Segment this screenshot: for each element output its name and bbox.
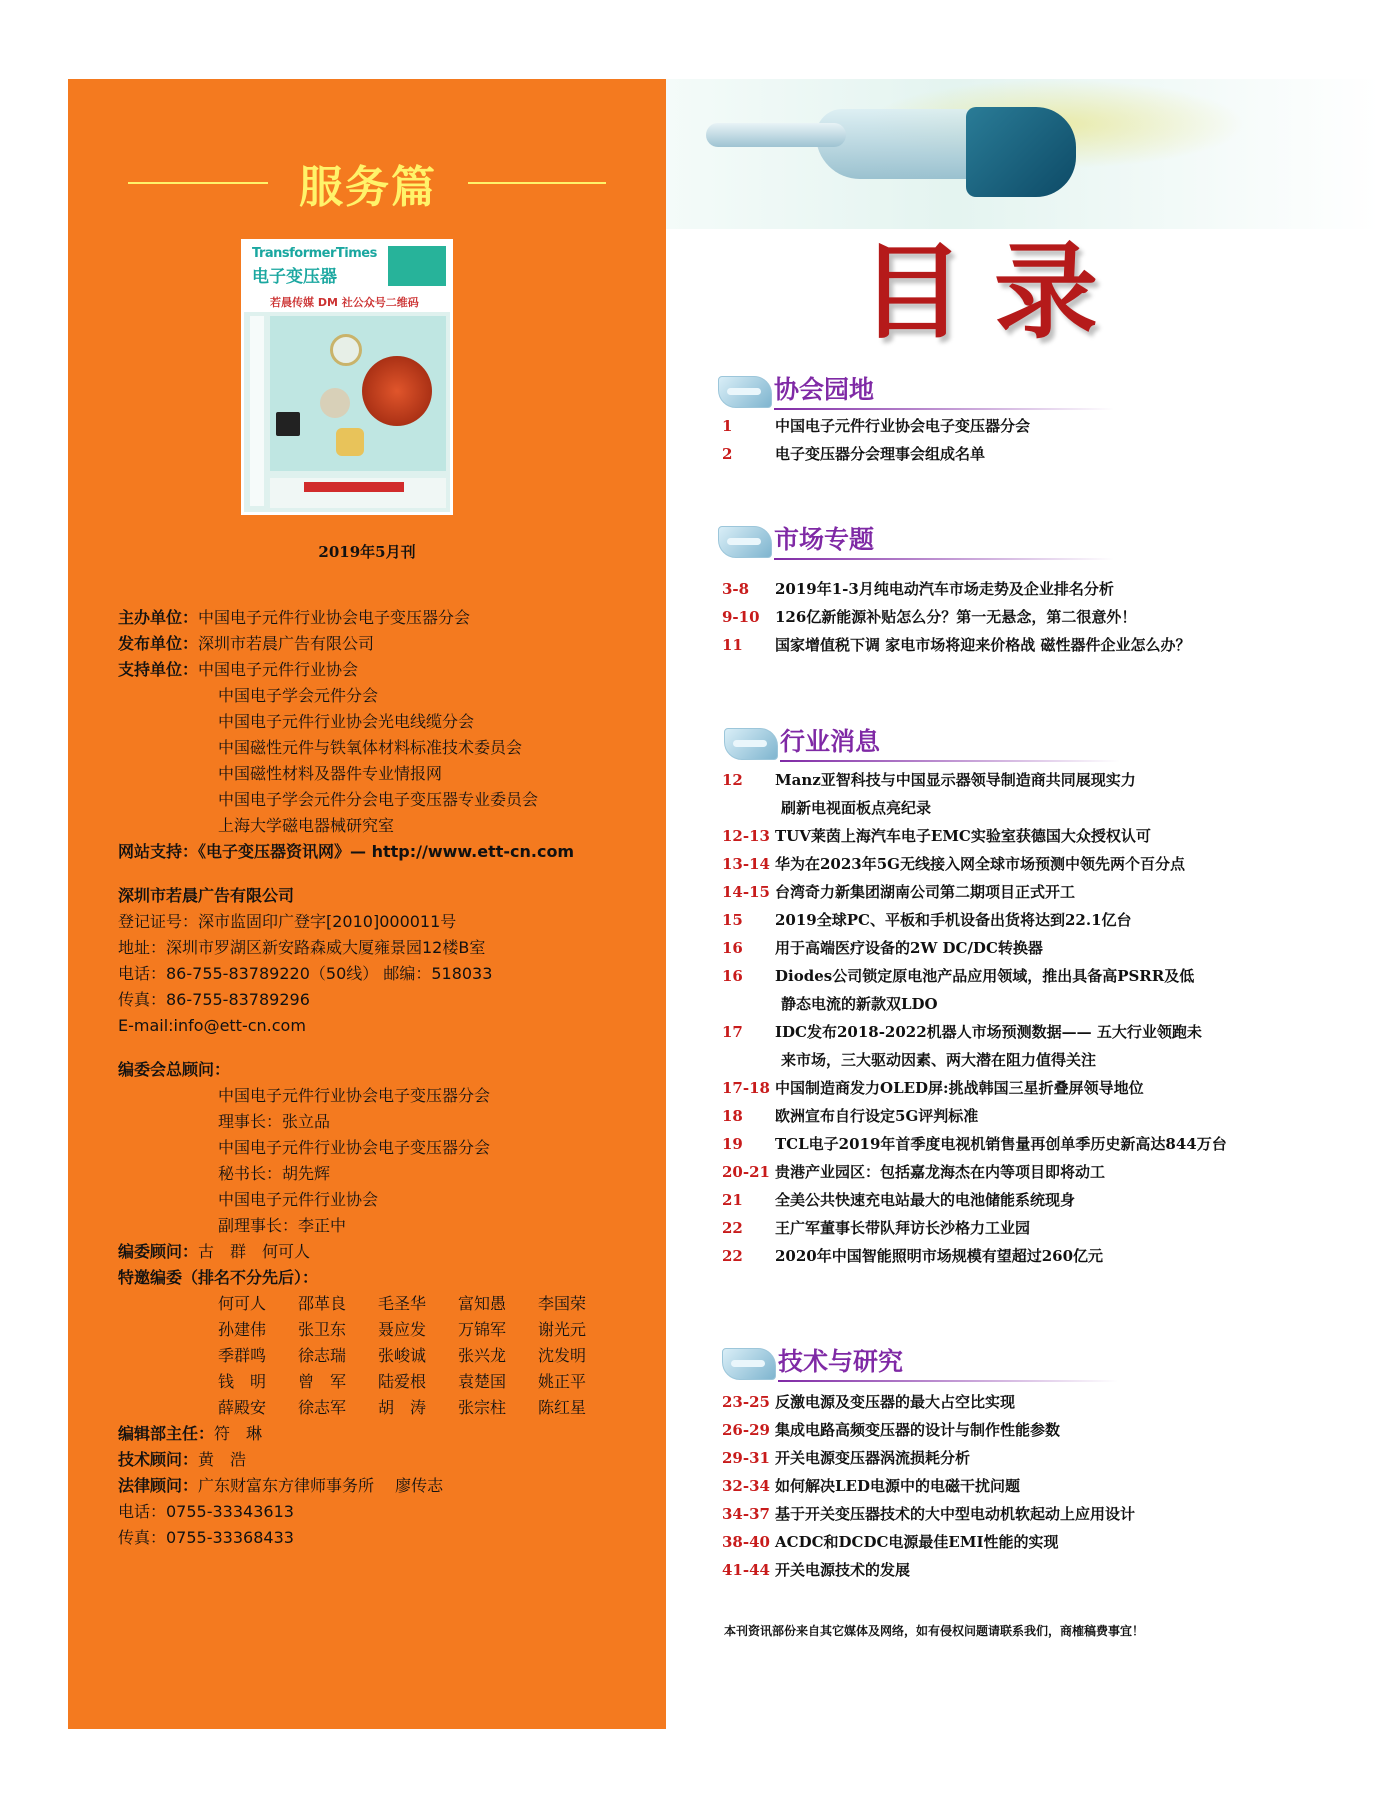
toc-item[interactable] xyxy=(722,962,1242,1018)
toc-page: 16 xyxy=(722,939,743,957)
support-unit-line: 中国磁性元件与铁氧体材料标准技术委员会 xyxy=(218,738,523,757)
toc-page: 11 xyxy=(722,636,743,654)
service-title-rule-left xyxy=(128,182,268,184)
toc-page: 14-15 xyxy=(722,883,770,901)
advisor-line: 中国电子元件行业协会电子变压器分会 xyxy=(218,1138,491,1157)
pointing-hand-icon xyxy=(724,728,778,760)
toc-page: 16 xyxy=(722,967,743,985)
support-unit-line: 中国电子元件行业协会光电线缆分会 xyxy=(218,712,475,731)
pointing-hand-icon xyxy=(718,376,772,408)
cover-footer-bar xyxy=(304,482,404,492)
toc-list-market xyxy=(722,575,1242,659)
pointing-hand-icon xyxy=(722,1348,776,1380)
cover-brand-cn: 电子变压器 xyxy=(252,267,337,287)
section-underline xyxy=(778,1380,1118,1382)
support-unit-line: 中国电子学会元件分会电子变压器专业委员会 xyxy=(218,790,539,809)
toc-text: 基于开关变压器技术的大中型电动机软起动上应用设计 xyxy=(775,1505,1136,1523)
info-label: 技术顾问： xyxy=(118,1450,199,1469)
toc-text: 如何解决LED电源中的电磁干扰问题 xyxy=(775,1477,1020,1495)
website-link[interactable]: 《电子变压器资讯网》— http://www.ett-cn.com xyxy=(198,842,575,861)
cover-bead-icon xyxy=(362,356,432,426)
info-value: 广东财富东方律师事务所 廖传志 xyxy=(198,1476,444,1495)
section-label: 行业消息 xyxy=(780,727,881,756)
special-editors-row xyxy=(118,1291,658,1317)
editor-name: 李国荣 xyxy=(538,1294,587,1313)
section-header-association xyxy=(718,370,1118,416)
service-title: 服务篇 xyxy=(299,162,437,213)
service-header xyxy=(128,151,606,211)
toc-item[interactable] xyxy=(722,1556,1242,1584)
support-unit-line: 中国电子学会元件分会 xyxy=(218,686,379,705)
toc-text: 2019年1-3月纯电动汽车市场走势及企业排名分析 xyxy=(775,580,1114,598)
toc-text-continued: 静态电流的新款双LDO xyxy=(781,995,938,1013)
advisor-line: 秘书长：胡先辉 xyxy=(218,1164,331,1183)
editor-name: 张兴龙 xyxy=(458,1346,507,1365)
info-label: 编委顾问： xyxy=(118,1242,199,1261)
cover-banner xyxy=(388,246,446,286)
info-label: 法律顾问： xyxy=(118,1476,199,1495)
editor-name: 姚正平 xyxy=(538,1372,587,1391)
section-header-market xyxy=(718,520,1118,566)
toc-item[interactable] xyxy=(722,1500,1242,1528)
toc-text-continued: 刷新电视面板点亮纪录 xyxy=(781,799,932,817)
editor-name: 谢光元 xyxy=(538,1320,587,1339)
toc-page: 19 xyxy=(722,1135,743,1153)
company-name: 深圳市若晨广告有限公司 xyxy=(118,886,295,905)
toc-text: 开关电源技术的发展 xyxy=(775,1561,911,1579)
toc-item[interactable] xyxy=(722,766,1242,822)
special-editors-label: 特邀编委（排名不分先后）： xyxy=(118,1268,319,1287)
toc-list-association xyxy=(722,412,1242,468)
info-value: 中国电子元件行业协会电子变压器分会 xyxy=(198,608,471,627)
editor-name: 曾 军 xyxy=(298,1372,347,1391)
info-value: 中国电子元件行业协会 xyxy=(198,660,359,679)
company-email[interactable]: E-mail:info@ett-cn.com xyxy=(118,1016,306,1035)
cover-coil-icon xyxy=(336,428,364,456)
advisor-line: 中国电子元件行业协会 xyxy=(218,1190,379,1209)
toc-page: 23-25 xyxy=(722,1393,770,1411)
toc-text: 开关电源变压器涡流损耗分析 xyxy=(775,1449,971,1467)
section-label: 市场专题 xyxy=(774,525,875,554)
toc-text: 电子变压器分会理事会组成名单 xyxy=(775,445,986,463)
toc-item[interactable] xyxy=(722,1018,1242,1074)
info-value: 黄 浩 xyxy=(198,1450,247,1469)
toc-text: 2020年中国智能照明市场规模有望超过260亿元 xyxy=(775,1247,1104,1265)
toc-page: 9-10 xyxy=(722,608,760,626)
editor-name: 徐志瑞 xyxy=(298,1346,347,1365)
toc-page: 38-40 xyxy=(722,1533,770,1551)
toc-text: TUV莱茵上海汽车电子EMC实验室获德国大众授权认可 xyxy=(775,827,1151,845)
toc-text: TCL电子2019年首季度电视机销售量再创单季历史新高达844万台 xyxy=(775,1135,1227,1153)
toc-page: 34-37 xyxy=(722,1505,770,1523)
editor-name: 胡 涛 xyxy=(378,1398,427,1417)
toc-text: 台湾奇力新集团湖南公司第二期项目正式开工 xyxy=(775,883,1076,901)
toc-page: 22 xyxy=(722,1247,743,1265)
toc-item[interactable] xyxy=(722,1242,1242,1270)
info-label: 主办单位： xyxy=(118,608,199,627)
toc-list-tech xyxy=(722,1388,1242,1584)
toc-text: 全美公共快速充电站最大的电池储能系统现身 xyxy=(775,1191,1076,1209)
cover-core-icon xyxy=(320,388,350,418)
issue-label: 2019年5月刊 xyxy=(318,543,416,561)
toc-item[interactable] xyxy=(722,1528,1242,1556)
service-panel xyxy=(68,79,666,1729)
toc-text: 中国制造商发力OLED屏:挑战韩国三星折叠屏领导地位 xyxy=(775,1079,1144,1097)
contact-phone: 电话：0755-33343613 xyxy=(118,1502,294,1521)
toc-text: 集成电路高频变压器的设计与制作性能参数 xyxy=(775,1421,1061,1439)
company-phone: 电话：86-755-83789220（50线） 邮编：518033 xyxy=(118,964,493,983)
editor-name: 张宗柱 xyxy=(458,1398,507,1417)
toc-page: 41-44 xyxy=(722,1561,770,1579)
toc-item[interactable] xyxy=(722,1472,1242,1500)
toc-text: 反激电源及变压器的最大占空比实现 xyxy=(775,1393,1016,1411)
special-editors-row xyxy=(118,1317,658,1343)
legal-advisor-row xyxy=(118,1473,658,1499)
toc-page: 21 xyxy=(722,1191,743,1209)
info-label: 编辑部主任： xyxy=(118,1424,215,1443)
toc-item[interactable] xyxy=(722,822,1242,850)
toc-text: 王广军董事长带队拜访长沙格力工业园 xyxy=(775,1219,1031,1237)
company-fax: 传真：86-755-83789296 xyxy=(118,990,310,1009)
magazine-cover[interactable] xyxy=(241,239,453,515)
editor-name: 何可人 xyxy=(218,1294,267,1313)
advisor-line: 理事长：张立品 xyxy=(218,1112,331,1131)
toc-page: 26-29 xyxy=(722,1421,770,1439)
toc-item[interactable] xyxy=(722,1158,1242,1186)
hero-banner xyxy=(666,79,1380,229)
cover-qr-icon xyxy=(276,412,300,436)
toc-text: ACDC和DCDC电源最佳EMI性能的实现 xyxy=(775,1533,1059,1551)
company-reg-number: 登记证号：深市监固印广登字[2010]000011号 xyxy=(118,912,457,931)
section-underline xyxy=(774,408,1114,410)
toc-item[interactable] xyxy=(722,412,1242,440)
toc-text: 贵港产业园区：包括嘉龙海杰在内等项目即将动工 xyxy=(775,1163,1106,1181)
toc-text-line: Diodes公司锁定原电池产品应用领域，推出具备高PSRR及低 xyxy=(775,967,1195,985)
tech-advisor-row xyxy=(118,1447,658,1473)
toc-item[interactable] xyxy=(722,1444,1242,1472)
toc-page: 17-18 xyxy=(722,1079,770,1097)
website-row xyxy=(118,839,658,865)
info-label: 发布单位： xyxy=(118,634,199,653)
toc-text xyxy=(722,766,1242,822)
cover-ring-icon xyxy=(330,334,362,366)
cover-artwork xyxy=(270,316,446,471)
cover-side-strip xyxy=(250,316,264,506)
editor-name: 薛殿安 xyxy=(218,1398,267,1417)
publisher-info xyxy=(118,605,658,1551)
toc-item[interactable] xyxy=(722,1186,1242,1214)
toc-text-line: IDC发布2018-2022机器人市场预测数据—— 五大行业领跑未 xyxy=(775,1023,1202,1041)
editor-name: 富知愚 xyxy=(458,1294,507,1313)
toc-item[interactable] xyxy=(722,1102,1242,1130)
support-unit-row xyxy=(118,657,658,683)
cover-brand-en: TransformerTimes xyxy=(252,246,377,261)
support-unit-line: 上海大学磁电器械研究室 xyxy=(218,816,395,835)
toc-title: 目录 xyxy=(860,230,1129,353)
section-header-tech xyxy=(722,1342,1122,1388)
toc-page: 17 xyxy=(722,1023,743,1041)
publish-unit-row xyxy=(118,631,658,657)
editor-name: 聂应发 xyxy=(378,1320,427,1339)
toc-text: 2019全球PC、平板和手机设备出货将达到22.1亿台 xyxy=(775,911,1132,929)
toc-page: 20-21 xyxy=(722,1163,770,1181)
editor-name: 陈红星 xyxy=(538,1398,587,1417)
toc-text-continued: 来市场，三大驱动因素、两大潜在阻力值得关注 xyxy=(781,1051,1097,1069)
toc-text: 华为在2023年5G无线接入网全球市场预测中领先两个百分点 xyxy=(775,855,1185,873)
copyright-footnote: 本刊资讯部份来自其它媒体及网络，如有侵权问题请联系我们，商榷稿费事宜！ xyxy=(724,1624,1145,1638)
spacer xyxy=(118,1039,658,1057)
section-underline xyxy=(780,760,1120,762)
spacer xyxy=(118,865,658,883)
toc-text xyxy=(722,962,1242,1018)
section-label: 协会园地 xyxy=(774,375,875,404)
editor-name: 邵革良 xyxy=(298,1294,347,1313)
editor-name: 张卫东 xyxy=(298,1320,347,1339)
toc-text: 欧洲宣布自行设定5G评判标准 xyxy=(775,1107,979,1125)
support-unit-line: 中国磁性材料及器件专业情报网 xyxy=(218,764,443,783)
toc-item[interactable] xyxy=(722,934,1242,962)
toc-item[interactable] xyxy=(722,603,1242,631)
special-editors-row xyxy=(118,1343,658,1369)
info-label: 网站支持： xyxy=(118,842,199,861)
info-value: 符 琳 xyxy=(214,1424,263,1443)
company-address: 地址：深圳市罗湖区新安路森威大厦雍景园12楼B室 xyxy=(118,938,486,957)
section-underline xyxy=(774,558,1114,560)
chief-editor-row xyxy=(118,1421,658,1447)
toc-page: 15 xyxy=(722,911,743,929)
editor-name: 季群鸣 xyxy=(218,1346,267,1365)
toc-item[interactable] xyxy=(722,906,1242,934)
info-label: 支持单位： xyxy=(118,660,199,679)
contact-fax: 传真：0755-33368433 xyxy=(118,1528,294,1547)
toc-item[interactable] xyxy=(722,878,1242,906)
editorial-consultant-row xyxy=(118,1239,658,1265)
cover-ad-text: 若晨传媒 DM 社公众号二维码 xyxy=(270,296,419,309)
toc-item[interactable] xyxy=(722,850,1242,878)
section-header-industry xyxy=(724,722,1124,768)
toc-page: 12 xyxy=(722,771,743,789)
toc-text xyxy=(722,1018,1242,1074)
toc-text: 126亿新能源补贴怎么分？第一无悬念，第二很意外！ xyxy=(775,608,1137,626)
toc-page: 12-13 xyxy=(722,827,770,845)
toc-text: 用于高端医疗设备的2W DC/DC转换器 xyxy=(775,939,1043,957)
special-editors-row xyxy=(118,1369,658,1395)
toc-page: 32-34 xyxy=(722,1477,770,1495)
advisor-line: 中国电子元件行业协会电子变压器分会 xyxy=(218,1086,491,1105)
editor-name: 沈发明 xyxy=(538,1346,587,1365)
toc-page: 2 xyxy=(722,445,733,463)
toc-item[interactable] xyxy=(722,631,1242,659)
sleeve-icon xyxy=(966,107,1076,197)
toc-text: 中国电子元件行业协会电子变压器分会 xyxy=(775,417,1031,435)
toc-list-industry xyxy=(722,766,1242,1270)
toc-text: 国家增值税下调 家电市场将迎来价格战 磁性器件企业怎么办？ xyxy=(775,636,1191,654)
toc-text-line: Manz亚智科技与中国显示器领导制造商共同展现实力 xyxy=(775,771,1136,789)
editor-name: 袁楚国 xyxy=(458,1372,507,1391)
toc-item[interactable] xyxy=(722,440,1242,468)
toc-item[interactable] xyxy=(722,1214,1242,1242)
editor-name: 张峻诚 xyxy=(378,1346,427,1365)
info-value: 深圳市若晨广告有限公司 xyxy=(198,634,375,653)
editor-name: 孙建伟 xyxy=(218,1320,267,1339)
advisor-line: 副理事长：李正中 xyxy=(218,1216,347,1235)
advisors-label: 编委会总顾问： xyxy=(118,1060,231,1079)
editor-name: 万锦军 xyxy=(458,1320,507,1339)
editor-name: 毛圣华 xyxy=(378,1294,427,1313)
toc-item[interactable] xyxy=(722,1130,1242,1158)
host-unit-row xyxy=(118,605,658,631)
info-value: 古 群 何可人 xyxy=(198,1242,311,1261)
editor-name: 钱 明 xyxy=(218,1372,267,1391)
toc-page: 3-8 xyxy=(722,580,750,598)
editor-name: 陆爱根 xyxy=(378,1372,427,1391)
section-label: 技术与研究 xyxy=(778,1347,904,1376)
special-editors-row xyxy=(118,1395,658,1421)
toc-item[interactable] xyxy=(722,575,1242,603)
toc-item[interactable] xyxy=(722,1074,1242,1102)
toc-page: 1 xyxy=(722,417,733,435)
toc-item[interactable] xyxy=(722,1416,1242,1444)
toc-page: 22 xyxy=(722,1219,743,1237)
editor-name: 徐志军 xyxy=(298,1398,347,1417)
service-title-rule-right xyxy=(468,182,606,184)
toc-page: 18 xyxy=(722,1107,743,1125)
toc-item[interactable] xyxy=(722,1388,1242,1416)
toc-page: 13-14 xyxy=(722,855,770,873)
pointing-finger-icon xyxy=(706,123,846,147)
toc-page: 29-31 xyxy=(722,1449,770,1467)
pointing-hand-icon xyxy=(718,526,772,558)
